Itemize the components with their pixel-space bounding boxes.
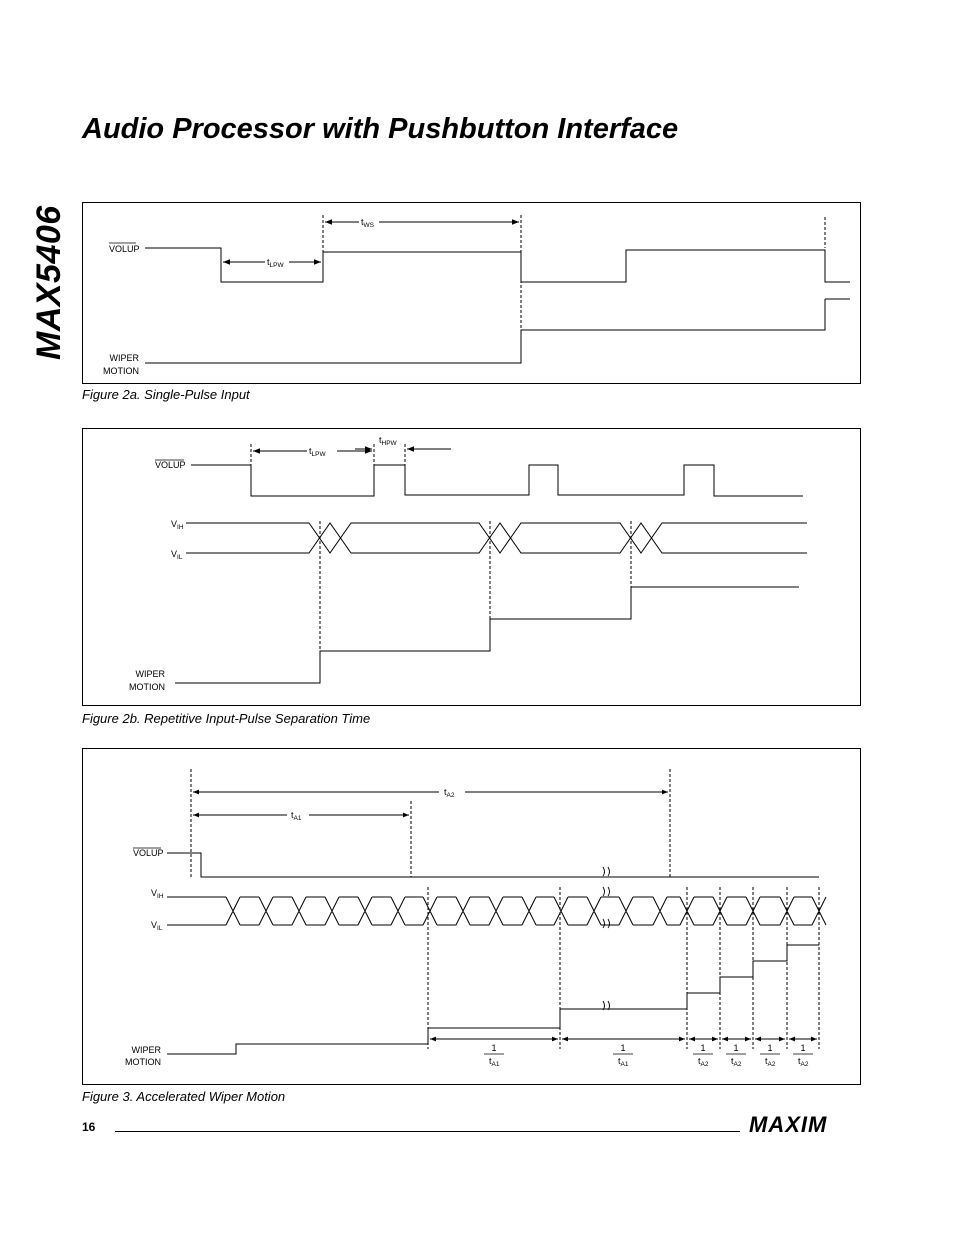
- volup-waveform: [145, 248, 850, 282]
- logic-level-waveform: [167, 897, 826, 925]
- vil-label: $V_{IL}$: [151, 920, 163, 932]
- wiper-waveform: [175, 587, 799, 683]
- wiper-label-line2: MOTION: [103, 366, 139, 376]
- vih-label: $V_{IH}$: [171, 519, 184, 531]
- wiper-label-line1: WIPER: [135, 669, 165, 679]
- figure-2b: [82, 428, 861, 706]
- vih-vil-transitions: [167, 897, 826, 925]
- fraction-denominator: $t_{A2}$: [798, 1056, 809, 1068]
- figure-2b-diagram: [83, 429, 862, 707]
- fraction-denominator: $t_{A2}$: [765, 1056, 776, 1068]
- figure-3-diagram: [83, 749, 862, 1086]
- wiper-label-line2: MOTION: [125, 1057, 161, 1067]
- volup-label: VOLUP: [109, 244, 140, 254]
- svg-text:MAXIM: MAXIM: [749, 1114, 828, 1136]
- fraction-numerator: 1: [767, 1043, 773, 1053]
- figure-2a: [82, 202, 861, 384]
- figure-2a-caption: Figure 2a. Single-Pulse Input: [82, 387, 250, 402]
- thpw-label: $t_{HPW}$: [379, 435, 397, 447]
- tlpw-label: $t_{LPW}$: [267, 257, 284, 269]
- page-number: 16: [82, 1120, 96, 1134]
- fraction-denominator: $t_{A1}$: [618, 1056, 629, 1068]
- wiper-label-line2: MOTION: [129, 682, 165, 692]
- break-symbols: [603, 867, 610, 1010]
- ta1-label: $t_{A1}$: [291, 810, 302, 822]
- side-title: MAX5406: [30, 205, 68, 360]
- volup-waveform: [191, 465, 803, 496]
- volup-label: VOLUP: [133, 848, 164, 858]
- ta2-label: $t_{A2}$: [444, 787, 455, 799]
- wiper-label-line1: WIPER: [131, 1045, 161, 1055]
- wiper-waveform: [145, 299, 825, 363]
- fraction-denominator: $t_{A1}$: [489, 1056, 500, 1068]
- wiper-waveform: [167, 945, 819, 1054]
- fraction-numerator: 1: [800, 1043, 806, 1053]
- maxim-logo: [749, 1114, 859, 1141]
- fraction-numerator: 1: [700, 1043, 706, 1053]
- figure-2b-caption: Figure 2b. Repetitive Input-Pulse Separation Time: [82, 711, 371, 726]
- page-title: Audio Processor with Pushbutton Interface: [82, 113, 679, 145]
- volup-waveform: [167, 853, 819, 877]
- fraction-denominator: $t_{A2}$: [731, 1056, 742, 1068]
- wiper-label-line1: WIPER: [109, 353, 139, 363]
- fraction-numerator: 1: [620, 1043, 626, 1053]
- tws-label: $t_{WS}$: [361, 217, 374, 229]
- vih-label: $V_{IH}$: [151, 888, 164, 900]
- figure-3: [82, 748, 861, 1085]
- vil-label: $V_{IL}$: [171, 549, 183, 561]
- tlpw-label: $t_{LPW}$: [309, 446, 326, 458]
- figure-2a-diagram: [83, 203, 862, 385]
- footer-rule: [115, 1131, 740, 1132]
- figure-3-caption: Figure 3. Accelerated Wiper Motion: [82, 1089, 286, 1104]
- fraction-denominator: $t_{A2}$: [698, 1056, 709, 1068]
- fraction-labels: [484, 1043, 813, 1068]
- volup-label: VOLUP: [155, 460, 186, 470]
- wiper-step-markers: [428, 887, 819, 1049]
- fraction-numerator: 1: [733, 1043, 739, 1053]
- fraction-numerator: 1: [491, 1043, 497, 1053]
